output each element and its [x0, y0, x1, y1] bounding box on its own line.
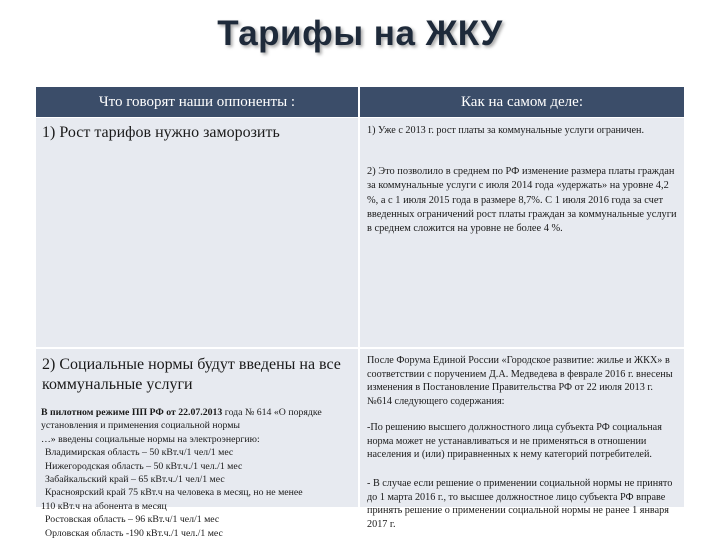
region-item: Ростовская область – 96 кВт.ч/1 чел/1 мес [45, 514, 220, 526]
row1-claim: 1) Рост тарифов нужно заморозить [42, 124, 280, 141]
region-item: Забайкальский край – 65 кВт.ч./1 чел/1 мес [45, 474, 225, 486]
region-item: Орловская область -190 кВт.ч./1 чел./1 мес [45, 527, 223, 539]
row2-reality-pa: После Форума Единой России «Городское развитие: жилье и ЖКХ» в соответствии с поручением Д.А. Медведева в феврале 2016 г. внесены изменения в Постановление Правительства РФ от 22 июля 2013 г. №614 следующего содержания: [367, 355, 673, 407]
row1-claim-cell [36, 118, 358, 347]
region-item: Красноярский край 75 кВт.ч на человека в месяц, но не менее [45, 487, 303, 499]
row2-reality-pb: -По решению высшего должностного лица субъекта РФ социальная норма может не устанавливаться и не применяться в отношении населения и (или) приравненных к нему категорий потребителей. [367, 422, 662, 461]
region-item: Нижегородская область – 50 кВт.ч./1 чел./1 мес [45, 460, 243, 472]
comparison-table [36, 87, 684, 539]
row1-reality-p2: 2) Это позволило в среднем по РФ изменение размера платы граждан за коммунальные услуги с июля 2014 года «удержать» на уровне 4,2 %, а с 1 июля 2015 года в размере 8,7%. С 1 июля 2016 года за счет введенных ограничений рост платы граждан за коммунальные услуги в среднем сложится на уровне не более 4 %. [367, 166, 677, 235]
region-item: Владимирская область – 50 кВт.ч/1 чел/1 мес [45, 447, 234, 459]
header-reality: Как на самом деле: [360, 87, 684, 117]
pilot-line3: …» введены социальные нормы на электроэнергию: [41, 433, 260, 445]
pilot-intro: В пилотном режиме ПП РФ от 22.07.2013 года № 614 «О порядке установления и применения социальной нормы [41, 407, 322, 432]
region-item: 110 кВт.ч на абонента в месяц [41, 500, 167, 512]
row2-reality-pc: - В случае если решение о применении социальной нормы не принято до 1 марта 2016 г., то высшее должностное лицо субъекта РФ вправе принять решение о применении социальной нормы не ранее 1 января 2017 г. [367, 478, 673, 530]
page-title: Тарифы на ЖКУ [217, 14, 503, 53]
row1-reality-cell [360, 118, 684, 347]
row2-claim-cell [36, 349, 358, 539]
row1-reality-p1: 1) Уже с 2013 г. рост платы за коммунальные услуги ограничен. [367, 125, 645, 136]
row2-reality-cell [360, 349, 684, 530]
pilot-regions-list [41, 406, 357, 540]
header-opponents: Что говорят наши оппоненты : [36, 87, 358, 117]
row2-claim: 2) Социальные нормы будут введены на все коммунальные услуги [42, 356, 341, 393]
